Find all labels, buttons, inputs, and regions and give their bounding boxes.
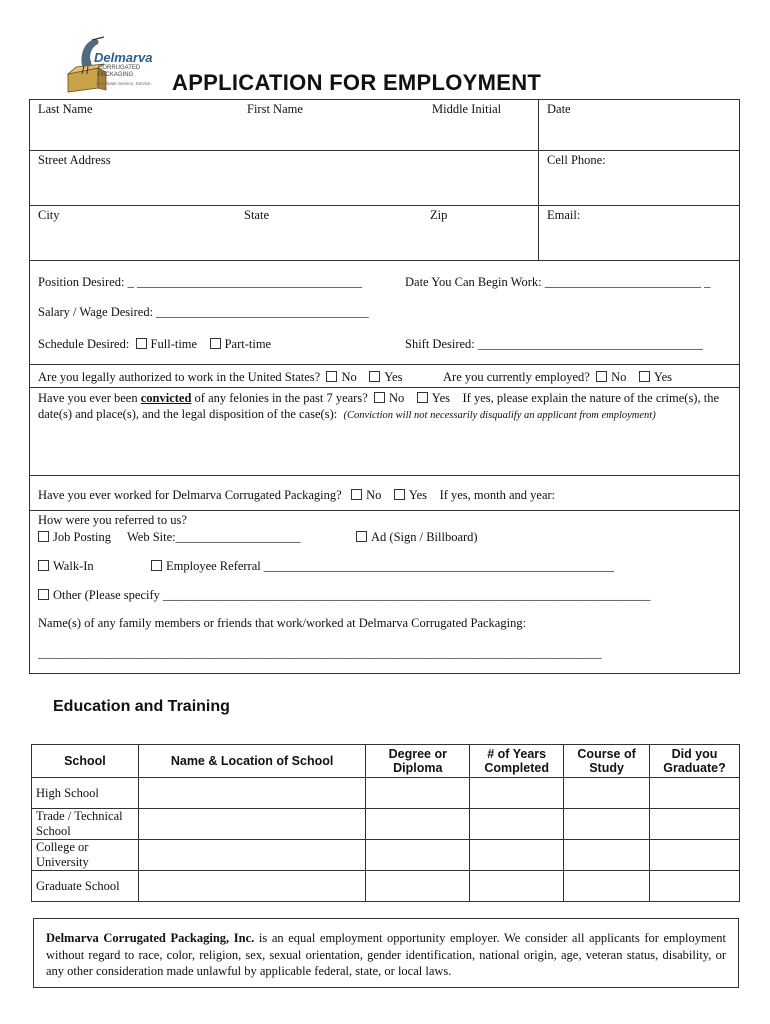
other-option	[38, 588, 651, 603]
education-header-row	[32, 745, 740, 778]
worked-yes-label: Yes	[408, 488, 428, 502]
eeo-company: Delmarva Corrugated Packaging, Inc.	[46, 931, 255, 945]
parttime-label: Part-time	[224, 337, 272, 351]
work-authorization-row	[38, 370, 402, 385]
table-cell[interactable]	[470, 778, 564, 809]
job-posting-label: Job Posting	[53, 530, 112, 544]
table-row	[32, 871, 740, 902]
table-cell[interactable]	[138, 809, 365, 840]
worked-no-checkbox[interactable]	[351, 489, 362, 500]
zip-label: Zip	[430, 208, 448, 222]
referral-question: How were you referred to us?	[38, 513, 187, 527]
table-cell[interactable]	[366, 840, 470, 871]
employee-referral-checkbox[interactable]	[151, 560, 162, 571]
other-label: Other (Please specify ______________________________________________________________________________	[53, 588, 651, 602]
row-label-college: College or University	[32, 840, 139, 871]
worked-before-row	[38, 488, 555, 503]
currently-employed-row	[443, 370, 672, 385]
schedule-desired	[38, 337, 271, 352]
first-name-label: First Name	[247, 102, 303, 116]
other-checkbox[interactable]	[38, 589, 49, 600]
schedule-label: Schedule Desired:	[38, 337, 130, 351]
felony-yes-label: Yes	[431, 391, 450, 405]
ad-label: Ad (Sign / Billboard)	[371, 530, 478, 544]
worked-ifyes-text: If yes, month and year:	[439, 488, 556, 502]
parttime-checkbox[interactable]	[210, 338, 221, 349]
page-title: APPLICATION FOR EMPLOYMENT	[172, 70, 542, 95]
logo-sub2: PACKAGING	[98, 72, 134, 78]
felony-post-text: of any felonies in the past 7 years?	[194, 391, 368, 405]
worked-no-label: No	[366, 488, 382, 502]
employed-yes-checkbox[interactable]	[639, 371, 650, 382]
felony-convicted-text: convicted	[140, 391, 192, 405]
felony-explain-text: If yes, please explain the nature of the crime(s), the	[462, 391, 719, 405]
walkin-label: Walk-In	[53, 559, 94, 573]
table-cell[interactable]	[138, 778, 365, 809]
felony-no-label: No	[389, 391, 405, 405]
table-cell[interactable]	[650, 809, 740, 840]
table-cell[interactable]	[564, 809, 650, 840]
worked-yes-checkbox[interactable]	[394, 489, 405, 500]
employed-question: Are you currently employed?	[443, 370, 590, 384]
table-row	[32, 778, 740, 809]
table-cell[interactable]	[470, 840, 564, 871]
table-cell[interactable]	[564, 871, 650, 902]
col-course: Course of Study	[564, 745, 650, 778]
table-cell[interactable]	[470, 871, 564, 902]
col-degree: Degree or Diploma	[366, 745, 470, 778]
felony-line2-text: date(s) and place(s), and the legal disposition of the case(s):	[38, 407, 338, 421]
table-cell[interactable]	[366, 778, 470, 809]
table-row	[32, 809, 740, 840]
worked-question: Have you ever worked for Delmarva Corrugated Packaging?	[38, 488, 342, 502]
felony-pre-text: Have you ever been	[38, 391, 138, 405]
table-cell[interactable]	[650, 871, 740, 902]
eeo-statement	[33, 918, 739, 988]
job-posting-checkbox[interactable]	[38, 531, 49, 542]
table-cell[interactable]	[564, 778, 650, 809]
felony-yes-checkbox[interactable]	[417, 392, 428, 403]
employee-referral-label: Employee Referral ________________________________________________________	[166, 559, 614, 573]
row-label-high-school: High School	[32, 778, 139, 809]
table-cell[interactable]	[650, 840, 740, 871]
family-members-field[interactable]: __________________________________________________________________________________________________	[38, 648, 602, 660]
authorized-yes-checkbox[interactable]	[369, 371, 380, 382]
col-name-location: Name & Location of School	[138, 745, 365, 778]
felony-no-checkbox[interactable]	[374, 392, 385, 403]
email-label: Email:	[547, 208, 581, 222]
employed-no-label: No	[611, 370, 627, 384]
date-label: Date	[547, 102, 571, 116]
walkin-option	[38, 559, 94, 574]
col-school: School	[32, 745, 139, 778]
authorized-no-checkbox[interactable]	[326, 371, 337, 382]
authorized-yes-label: Yes	[384, 370, 403, 384]
row-label-graduate: Graduate School	[32, 871, 139, 902]
table-cell[interactable]	[650, 778, 740, 809]
education-table	[31, 744, 740, 902]
family-members-label: Name(s) of any family members or friends that work/worked at Delmarva Corrugated Packaging:	[38, 616, 527, 630]
authorized-no-label: No	[341, 370, 357, 384]
eeo-text: is an equal employment opportunity employer. We consider all applicants for employment without regard to race, color, religion, sex, sexual orientation, gender identification, national origin, age, veteran status, disability, or any other consideration made unlawful by applicable federal, state, or local laws.	[46, 931, 726, 978]
row-label-trade: Trade / Technical School	[32, 809, 139, 840]
position-desired-field[interactable]: Position Desired: _ ____________________________________	[38, 275, 362, 289]
ad-option	[356, 530, 478, 545]
table-cell[interactable]	[470, 809, 564, 840]
logo-sub1: CORRUGATED	[98, 65, 141, 71]
table-cell[interactable]	[366, 809, 470, 840]
fulltime-checkbox[interactable]	[136, 338, 147, 349]
walkin-checkbox[interactable]	[38, 560, 49, 571]
table-cell[interactable]	[366, 871, 470, 902]
city-label: City	[38, 208, 60, 222]
website-field[interactable]: Web Site:____________________	[127, 530, 301, 544]
logo-tagline: Worldwide Service. Service.	[96, 81, 152, 86]
cell-phone-label: Cell Phone:	[547, 153, 606, 167]
street-address-label: Street Address	[38, 153, 111, 167]
company-logo	[60, 34, 155, 94]
ad-checkbox[interactable]	[356, 531, 367, 542]
authorized-question: Are you legally authorized to work in the United States?	[38, 370, 321, 384]
table-cell[interactable]	[564, 840, 650, 871]
employed-yes-label: Yes	[653, 370, 673, 384]
state-label: State	[244, 208, 269, 222]
table-row	[32, 840, 740, 871]
felony-note: (Conviction will not necessarily disqualify an applicant from employment)	[343, 410, 656, 421]
date-begin-work-field[interactable]: Date You Can Begin Work: _________________________ _	[405, 275, 711, 289]
applicant-info-box	[29, 99, 740, 674]
salary-desired-field[interactable]: Salary / Wage Desired: __________________________________	[38, 305, 369, 319]
last-name-label: Last Name	[38, 102, 93, 116]
job-posting-option	[38, 530, 111, 545]
employed-no-checkbox[interactable]	[596, 371, 607, 382]
fulltime-label: Full-time	[150, 337, 198, 351]
col-years: # of Years Completed	[470, 745, 564, 778]
shift-desired-field[interactable]: Shift Desired: ____________________________________	[405, 337, 703, 351]
logo-brand: Delmarva	[94, 50, 153, 65]
middle-initial-label: Middle Initial	[432, 102, 502, 116]
felony-question-row	[38, 391, 719, 406]
table-cell[interactable]	[138, 840, 365, 871]
employee-referral-option	[151, 559, 614, 574]
table-cell[interactable]	[138, 871, 365, 902]
felony-line2	[38, 407, 656, 422]
col-graduate: Did you Graduate?	[650, 745, 740, 778]
education-heading: Education and Training	[53, 698, 230, 715]
